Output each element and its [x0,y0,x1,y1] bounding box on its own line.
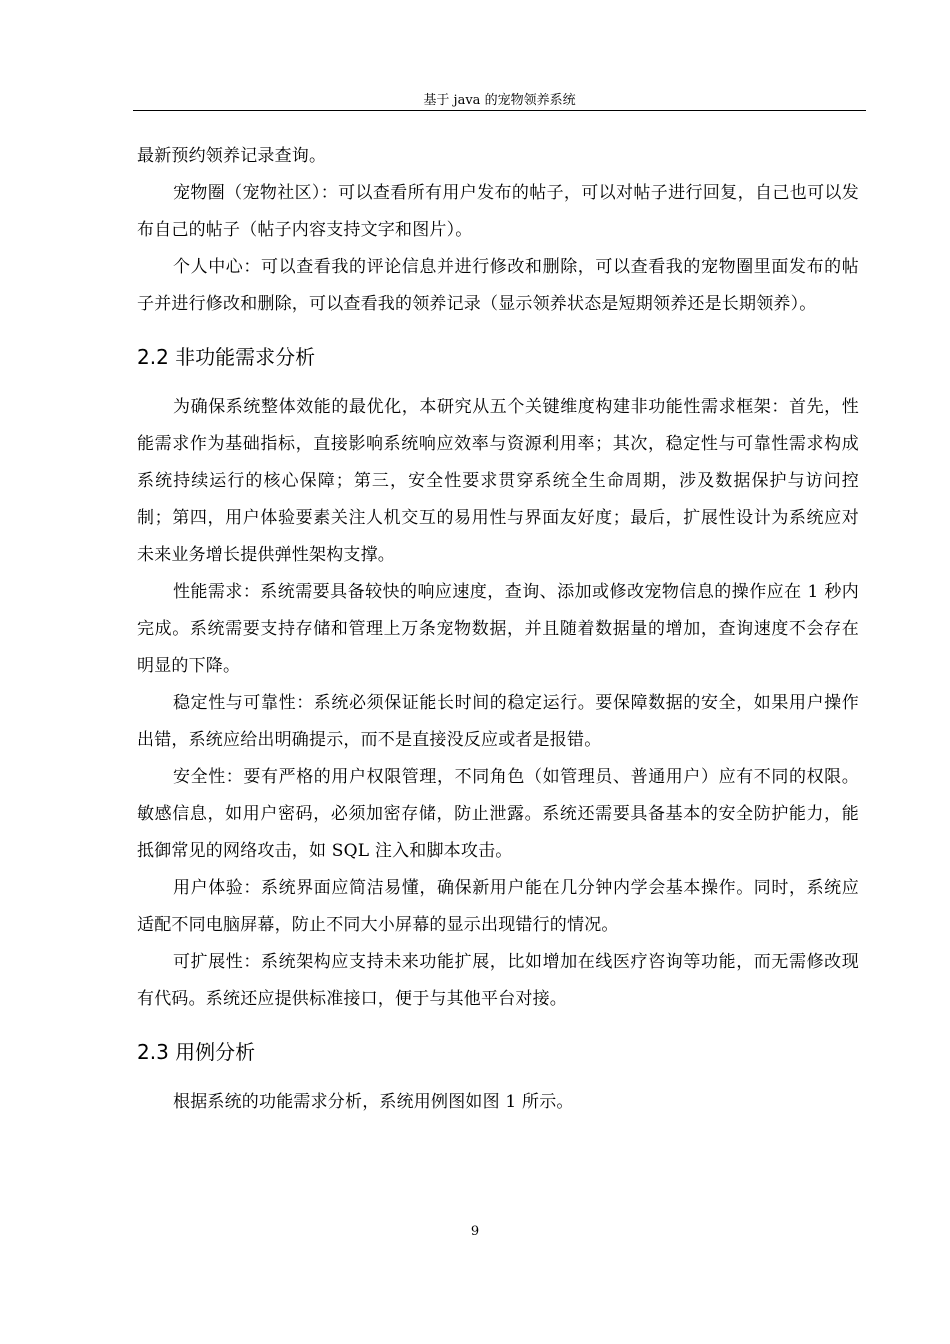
page-body [137,138,859,1121]
section-heading: 2.3 用例分析 [137,1040,256,1064]
paragraph: 个人中心：可以查看我的评论信息并进行修改和删除，可以查看我的宠物圈里面发布的帖子并进行修改和删除，可以查看我的领养记录（显示领养状态是短期领养还是长期领养）。 [137,257,859,314]
paragraph: 稳定性与可靠性：系统必须保证能长时间的稳定运行。要保障数据的安全，如果用户操作出错，系统应给出明确提示，而不是直接没反应或者是报错。 [137,693,859,750]
paragraph: 为确保系统整体效能的最优化，本研究从五个关键维度构建非功能性需求框架：首先，性能需求作为基础指标，直接影响系统响应效率与资源利用率；其次，稳定性与可靠性需求构成系统持续运行的核心保障；第三，安全性要求贯穿系统全生命周期，涉及数据保护与访问控制；第四，用户体验要素关注人机交互的易用性与界面友好度；最后，扩展性设计为系统应对未来业务增长提供弹性架构支撑。 [137,397,859,565]
page-number: 9 [470,1224,480,1239]
running-header: 基于 java 的宠物领养系统 [423,93,576,108]
section-heading: 2.2 非功能需求分析 [137,345,316,369]
paragraph: 用户体验：系统界面应简洁易懂，确保新用户能在几分钟内学会基本操作。同时，系统应适配不同电脑屏幕，防止不同大小屏幕的显示出现错行的情况。 [137,878,859,935]
paragraph: 可扩展性：系统架构应支持未来功能扩展，比如增加在线医疗咨询等功能，而无需修改现有代码。系统还应提供标准接口，便于与其他平台对接。 [137,952,859,1009]
header-divider [133,110,866,111]
paragraph: 安全性：要有严格的用户权限管理，不同角色（如管理员、普通用户）应有不同的权限。敏感信息，如用户密码，必须加密存储，防止泄露。系统还需要具备基本的安全防护能力，能抵御常见的网络攻击，如 SQL 注入和脚本攻击。 [137,767,859,861]
paragraph: 最新预约领养记录查询。 [137,146,327,166]
paragraph: 性能需求：系统需要具备较快的响应速度，查询、添加或修改宠物信息的操作应在 1 秒内完成。系统需要支持存储和管理上万条宠物数据，并且随着数据量的增加，查询速度不会存在明显的下降。 [137,582,859,676]
paragraph: 宠物圈（宠物社区）：可以查看所有用户发布的帖子，可以对帖子进行回复，自己也可以发布自己的帖子（帖子内容支持文字和图片）。 [137,183,859,240]
paragraph: 根据系统的功能需求分析，系统用例图如图 1 所示。 [173,1092,574,1112]
